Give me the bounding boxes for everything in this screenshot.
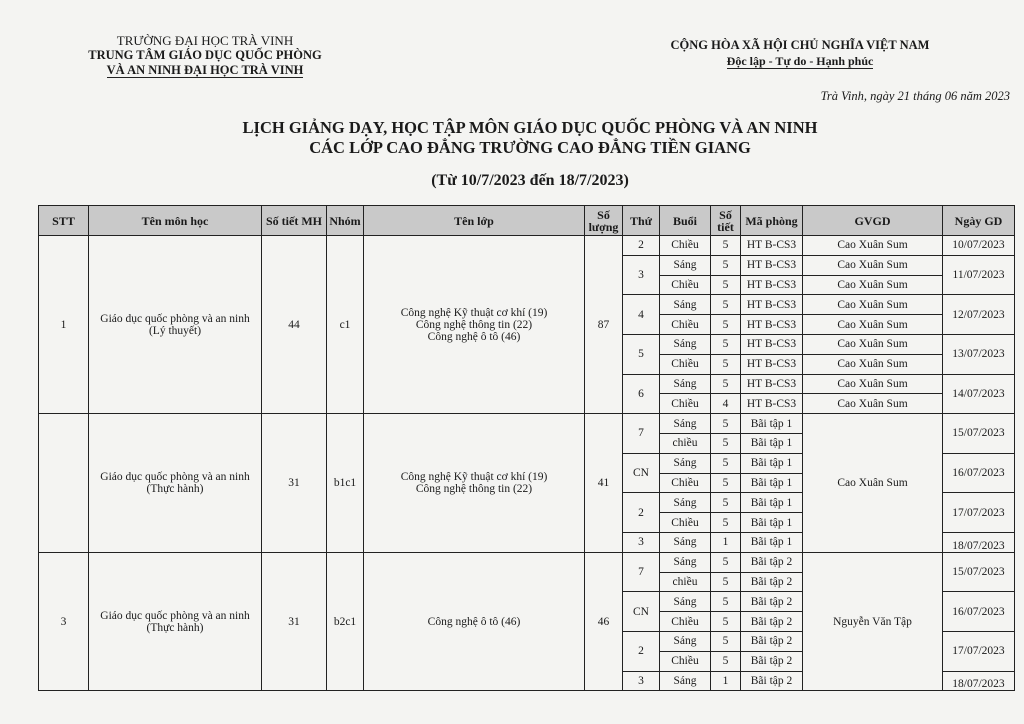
quantity-cell: 46 bbox=[585, 552, 623, 691]
teacher-cell: Cao Xuân Sum bbox=[803, 394, 943, 414]
center-name-line1: TRUNG TÂM GIÁO DỤC QUỐC PHÒNG bbox=[88, 48, 322, 62]
document-date: Trà Vinh, ngày 21 tháng 06 năm 2023 bbox=[820, 89, 1010, 103]
session-cell: Chiều bbox=[660, 354, 711, 374]
teacher-cell: Cao Xuân Sum bbox=[803, 255, 943, 275]
group-cell: b2c1 bbox=[327, 552, 364, 691]
session-periods-cell: 5 bbox=[711, 612, 741, 632]
room-cell: HT B-CS3 bbox=[741, 315, 803, 335]
room-cell: Bãi tập 2 bbox=[741, 592, 803, 612]
session-periods-cell: 5 bbox=[711, 651, 741, 671]
room-cell: HT B-CS3 bbox=[741, 354, 803, 374]
room-cell: HT B-CS3 bbox=[741, 374, 803, 394]
date-cell: 15/07/2023 bbox=[943, 552, 1015, 592]
session-cell: Sáng bbox=[660, 453, 711, 473]
session-periods-cell: 1 bbox=[711, 532, 741, 552]
document-title bbox=[130, 118, 930, 158]
teacher-cell: Cao Xuân Sum bbox=[803, 295, 943, 315]
session-cell: Chiều bbox=[660, 612, 711, 632]
teacher-cell: Cao Xuân Sum bbox=[803, 354, 943, 374]
teacher-cell: Cao Xuân Sum bbox=[803, 236, 943, 256]
room-cell: Bãi tập 1 bbox=[741, 453, 803, 473]
center-name-line2: VÀ AN NINH ĐẠI HỌC TRÀ VINH bbox=[106, 63, 304, 77]
session-cell: Chiều bbox=[660, 651, 711, 671]
session-periods-cell: 5 bbox=[711, 552, 741, 572]
col-room: Mã phòng bbox=[741, 206, 803, 236]
national-title: CỘNG HÒA XÃ HỘI CHỦ NGHĨA VIỆT NAM bbox=[670, 38, 930, 52]
session-periods-cell: 5 bbox=[711, 592, 741, 612]
session-periods-cell: 5 bbox=[711, 493, 741, 513]
session-periods-cell: 5 bbox=[711, 315, 741, 335]
teacher-cell: Cao Xuân Sum bbox=[803, 374, 943, 394]
date-cell: 16/07/2023 bbox=[943, 453, 1015, 493]
session-cell: chiều bbox=[660, 433, 711, 453]
session-periods-cell: 5 bbox=[711, 473, 741, 493]
session-periods-cell: 1 bbox=[711, 671, 741, 691]
day-cell: 3 bbox=[623, 671, 660, 691]
room-cell: Bãi tập 2 bbox=[741, 651, 803, 671]
day-cell: 4 bbox=[623, 295, 660, 335]
session-cell: Sáng bbox=[660, 414, 711, 434]
day-cell: 3 bbox=[623, 532, 660, 552]
stt-cell bbox=[39, 414, 89, 553]
day-cell: 3 bbox=[623, 255, 660, 295]
room-cell: HT B-CS3 bbox=[741, 334, 803, 354]
session-cell: Chiều bbox=[660, 394, 711, 414]
day-cell: CN bbox=[623, 453, 660, 493]
subject-cell: Giáo dục quốc phòng và an ninh (Thực hành) bbox=[89, 552, 262, 691]
day-cell: CN bbox=[623, 592, 660, 632]
university-name: TRƯỜNG ĐẠI HỌC TRÀ VINH bbox=[116, 33, 294, 48]
date-cell: 17/07/2023 bbox=[943, 493, 1015, 533]
class-cell: Công nghệ Kỹ thuật cơ khí (19) Công nghệ thông tin (22) bbox=[364, 414, 585, 553]
day-cell: 7 bbox=[623, 552, 660, 592]
date-cell: 16/07/2023 bbox=[943, 592, 1015, 632]
teacher-cell: Nguyễn Văn Tập bbox=[803, 552, 943, 691]
subject-cell: Giáo dục quốc phòng và an ninh (Lý thuyết) bbox=[89, 236, 262, 414]
periods-cell: 31 bbox=[262, 414, 327, 553]
date-cell: 17/07/2023 bbox=[943, 631, 1015, 671]
session-periods-cell: 5 bbox=[711, 513, 741, 533]
title-line1: LỊCH GIẢNG DẠY, HỌC TẬP MÔN GIÁO DỤC QUỐC PHÒNG VÀ AN NINH bbox=[242, 118, 818, 137]
date-cell: 14/07/2023 bbox=[943, 374, 1015, 414]
col-subject: Tên môn học bbox=[89, 206, 262, 236]
subject-cell: Giáo dục quốc phòng và an ninh (Thực hành) bbox=[89, 414, 262, 553]
date-cell: 18/07/2023 bbox=[943, 671, 1015, 691]
date-cell: 18/07/2023 bbox=[943, 532, 1015, 552]
session-periods-cell: 5 bbox=[711, 236, 741, 256]
session-cell: Sáng bbox=[660, 493, 711, 513]
room-cell: Bãi tập 2 bbox=[741, 612, 803, 632]
session-cell: Sáng bbox=[660, 671, 711, 691]
national-motto: Độc lập - Tự do - Hạnh phúc bbox=[726, 54, 874, 68]
session-periods-cell: 5 bbox=[711, 295, 741, 315]
session-periods-cell: 5 bbox=[711, 453, 741, 473]
table-row bbox=[39, 236, 1015, 256]
session-periods-cell: 5 bbox=[711, 631, 741, 651]
col-periods: Số tiết MH bbox=[262, 206, 327, 236]
session-cell: Sáng bbox=[660, 552, 711, 572]
date-cell: 15/07/2023 bbox=[943, 414, 1015, 454]
day-cell: 2 bbox=[623, 493, 660, 533]
date-range: (Từ 10/7/2023 đến 18/7/2023) bbox=[431, 172, 629, 189]
day-cell: 5 bbox=[623, 334, 660, 374]
periods-cell: 31 bbox=[262, 552, 327, 691]
session-cell: Sáng bbox=[660, 295, 711, 315]
room-cell: HT B-CS3 bbox=[741, 394, 803, 414]
date-cell: 13/07/2023 bbox=[943, 334, 1015, 374]
session-cell: Chiều bbox=[660, 315, 711, 335]
session-periods-cell: 4 bbox=[711, 394, 741, 414]
quantity-cell: 41 bbox=[585, 414, 623, 553]
col-class: Tên lớp bbox=[364, 206, 585, 236]
group-cell: b1c1 bbox=[327, 414, 364, 553]
session-cell: Sáng bbox=[660, 532, 711, 552]
room-cell: HT B-CS3 bbox=[741, 236, 803, 256]
session-cell: Sáng bbox=[660, 592, 711, 612]
session-periods-cell: 5 bbox=[711, 374, 741, 394]
day-cell: 6 bbox=[623, 374, 660, 414]
session-cell: Sáng bbox=[660, 631, 711, 651]
session-cell: Chiều bbox=[660, 473, 711, 493]
room-cell: Bãi tập 1 bbox=[741, 493, 803, 513]
session-periods-cell: 5 bbox=[711, 354, 741, 374]
teacher-cell: Cao Xuân Sum bbox=[803, 334, 943, 354]
class-cell: Công nghệ ô tô (46) bbox=[364, 552, 585, 691]
periods-cell: 44 bbox=[262, 236, 327, 414]
col-quantity: Số lượng bbox=[585, 206, 623, 236]
teacher-cell: Cao Xuân Sum bbox=[803, 414, 943, 553]
room-cell: Bãi tập 1 bbox=[741, 532, 803, 552]
session-cell: Sáng bbox=[660, 334, 711, 354]
room-cell: Bãi tập 2 bbox=[741, 631, 803, 651]
session-cell: Sáng bbox=[660, 255, 711, 275]
room-cell: Bãi tập 2 bbox=[741, 671, 803, 691]
col-day: Thứ bbox=[623, 206, 660, 236]
room-cell: HT B-CS3 bbox=[741, 275, 803, 295]
col-teacher: GVGD bbox=[803, 206, 943, 236]
stt-cell: 3 bbox=[39, 552, 89, 691]
session-cell: Chiều bbox=[660, 513, 711, 533]
room-cell: HT B-CS3 bbox=[741, 295, 803, 315]
col-group: Nhóm bbox=[327, 206, 364, 236]
room-cell: Bãi tập 1 bbox=[741, 513, 803, 533]
col-stt: STT bbox=[39, 206, 89, 236]
col-session: Buổi bbox=[660, 206, 711, 236]
session-cell: Chiều bbox=[660, 275, 711, 295]
date-cell: 12/07/2023 bbox=[943, 295, 1015, 335]
session-periods-cell: 5 bbox=[711, 275, 741, 295]
header-row bbox=[39, 206, 1015, 236]
table-row bbox=[39, 552, 1015, 572]
room-cell: Bãi tập 1 bbox=[741, 433, 803, 453]
session-periods-cell: 5 bbox=[711, 433, 741, 453]
teacher-cell: Cao Xuân Sum bbox=[803, 315, 943, 335]
session-periods-cell: 5 bbox=[711, 255, 741, 275]
group-cell: c1 bbox=[327, 236, 364, 414]
day-cell: 7 bbox=[623, 414, 660, 454]
room-cell: Bãi tập 1 bbox=[741, 473, 803, 493]
room-cell: Bãi tập 2 bbox=[741, 552, 803, 572]
table-row bbox=[39, 414, 1015, 434]
teacher-cell: Cao Xuân Sum bbox=[803, 275, 943, 295]
date-cell: 11/07/2023 bbox=[943, 255, 1015, 295]
day-cell: 2 bbox=[623, 236, 660, 256]
col-session-periods: Số tiết bbox=[711, 206, 741, 236]
date-cell: 10/07/2023 bbox=[943, 236, 1015, 256]
session-periods-cell: 5 bbox=[711, 334, 741, 354]
issuer-header bbox=[70, 33, 340, 78]
room-cell: Bãi tập 1 bbox=[741, 414, 803, 434]
room-cell: Bãi tập 2 bbox=[741, 572, 803, 592]
session-periods-cell: 5 bbox=[711, 414, 741, 434]
room-cell: HT B-CS3 bbox=[741, 255, 803, 275]
quantity-cell: 87 bbox=[585, 236, 623, 414]
schedule-table bbox=[38, 205, 1015, 691]
session-cell: Chiều bbox=[660, 236, 711, 256]
col-date: Ngày GD bbox=[943, 206, 1015, 236]
day-cell: 2 bbox=[623, 631, 660, 671]
session-periods-cell: 5 bbox=[711, 572, 741, 592]
class-cell: Công nghệ Kỹ thuật cơ khí (19) Công nghệ thông tin (22) Công nghệ ô tô (46) bbox=[364, 236, 585, 414]
title-line2: CÁC LỚP CAO ĐẲNG TRƯỜNG CAO ĐẲNG TIỀN GIANG bbox=[309, 138, 751, 157]
session-cell: Sáng bbox=[660, 374, 711, 394]
national-header bbox=[615, 38, 985, 69]
stt-cell: 1 bbox=[39, 236, 89, 414]
session-cell: chiều bbox=[660, 572, 711, 592]
